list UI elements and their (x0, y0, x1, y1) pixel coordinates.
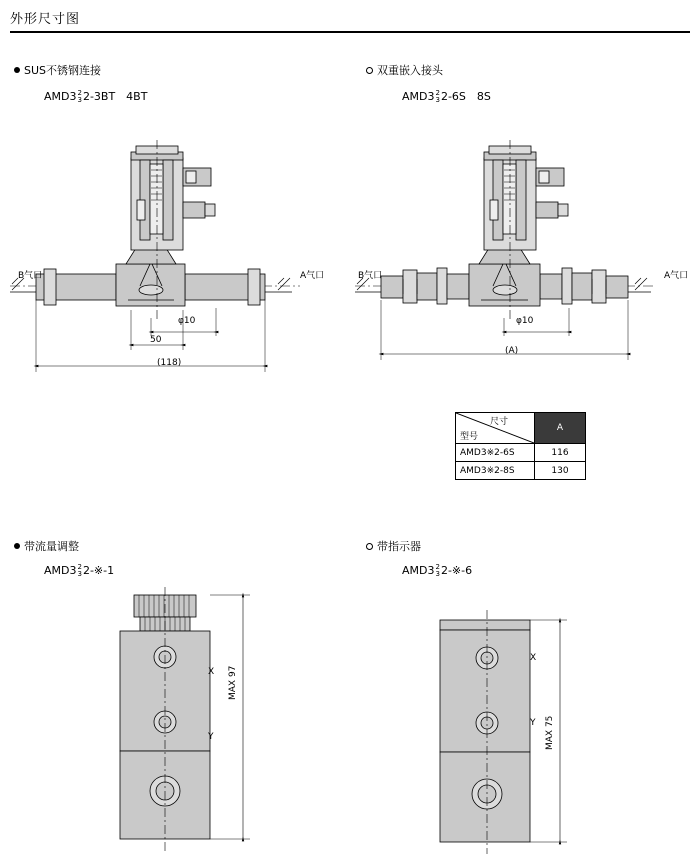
port-label-a-double: A气口 (664, 271, 689, 281)
section-heading-sus: SUS不锈钢连接 (14, 62, 101, 78)
port-label-a-sus: A气口 (300, 271, 325, 281)
port-label-b-double: B气口 (358, 271, 383, 281)
dim-height-indicator: MAX 75 (545, 715, 555, 750)
port-label-x-indicator: X (530, 653, 537, 663)
model-fraction: 2 3 (77, 563, 82, 578)
table-cell-a: 116 (535, 444, 586, 462)
bullet-icon (14, 543, 20, 549)
bullet-icon (366, 543, 373, 550)
model-fraction: 2 3 (77, 89, 82, 104)
dim-phi-double: φ10 (516, 316, 534, 326)
bullet-icon (14, 67, 20, 73)
model-fraction: 2 3 (435, 563, 440, 578)
dim-50-sus: 50 (150, 335, 162, 345)
port-label-x-flow: X (208, 667, 215, 677)
port-label-b-sus: B气口 (18, 271, 43, 281)
dim-total-sus: (118) (157, 358, 182, 368)
dim-height-flow: MAX 97 (228, 665, 238, 700)
dim-total-double: (A) (505, 346, 519, 356)
model-label-sus: AMD3 2 3 2-3BT 4BT (44, 89, 148, 104)
dimension-table (455, 412, 586, 480)
dim-phi-sus: φ10 (178, 316, 196, 326)
table-cell-model: AMD3※2-6S (456, 444, 535, 462)
section-heading-double: 双重嵌入接头 (366, 62, 443, 78)
table-corner-bottom: 型号 (460, 432, 479, 442)
model-label-flow: AMD3 2 3 2-※-1 (44, 563, 115, 578)
model-fraction: 2 3 (435, 89, 440, 104)
port-label-y-flow: Y (208, 732, 214, 742)
section-heading-flow: 带流量调整 (14, 538, 79, 554)
port-label-y-indicator: Y (530, 718, 536, 728)
table-corner-cell (456, 413, 535, 444)
drawing-indicator (415, 608, 595, 858)
table-row (456, 462, 586, 480)
model-label-indicator: AMD3 2 3 2-※-6 (402, 563, 473, 578)
page-header (10, 8, 690, 33)
table-cell-a: 130 (535, 462, 586, 480)
table-col-a: A (535, 413, 586, 444)
table-header-row (456, 413, 586, 444)
bullet-icon (366, 67, 373, 74)
page-title: 外形尺寸图 (10, 12, 81, 27)
table-corner-top: 尺寸 (490, 417, 509, 427)
table-row (456, 444, 586, 462)
drawing-sus (0, 140, 340, 390)
model-label-double: AMD3 2 3 2-6S 8S (402, 89, 491, 104)
header-divider (10, 31, 690, 33)
drawing-flow (100, 585, 280, 855)
table-cell-model: AMD3※2-8S (456, 462, 535, 480)
section-heading-indicator: 带指示器 (366, 538, 421, 554)
